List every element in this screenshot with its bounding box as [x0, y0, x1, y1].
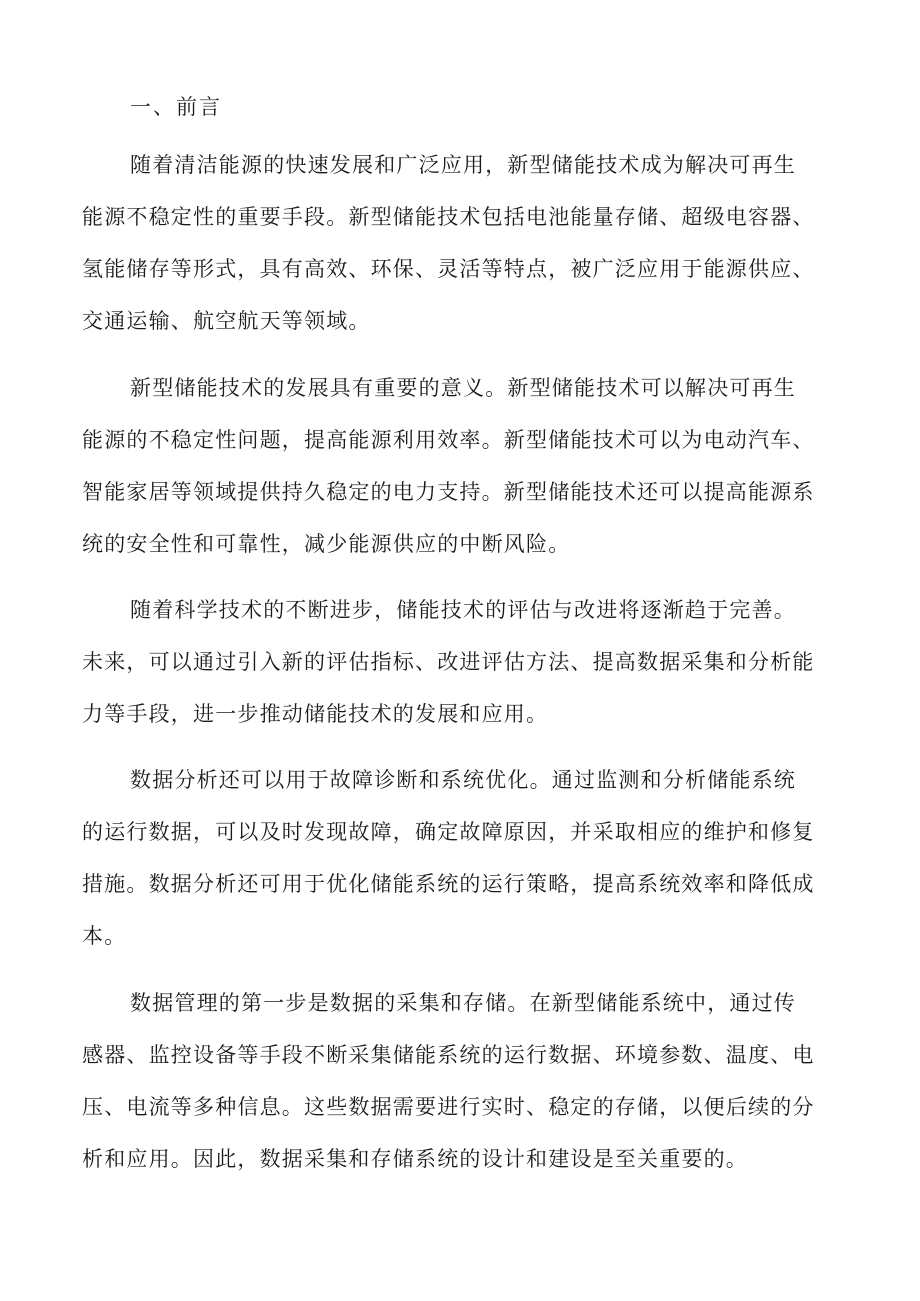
paragraph-line: 新型储能技术的发展具有重要的意义。新型储能技术可以解决可再生 [130, 376, 796, 400]
paragraph-significance [82, 373, 842, 581]
paragraph-line: 力等手段，进一步推动储能技术的发展和应用。 [82, 702, 549, 726]
paragraph-line: 能源的不稳定性问题，提高能源利用效率。新型储能技术可以为电动汽车、 [82, 428, 815, 452]
paragraph-line: 感器、监控设备等手段不断采集储能系统的运行数据、环境参数、温度、电 [82, 1043, 815, 1067]
paragraph-line: 压、电流等多种信息。这些数据需要进行实时、稳定的存储，以便后续的分 [82, 1095, 815, 1119]
paragraph-line: 交通运输、航空航天等领域。 [82, 309, 371, 333]
paragraph-line: 能源不稳定性的重要手段。新型储能技术包括电池能量存储、超级电容器、 [82, 205, 815, 229]
paragraph-future [82, 595, 842, 751]
paragraph-intro [82, 150, 842, 358]
paragraph-line: 氢能储存等形式，具有高效、环保、灵活等特点，被广泛应用于能源供应、 [82, 257, 815, 281]
paragraph-data-management [82, 988, 842, 1196]
paragraph-line: 统的安全性和可靠性，减少能源供应的中断风险。 [82, 532, 571, 556]
paragraph-line: 数据管理的第一步是数据的采集和存储。在新型储能系统中，通过传 [130, 991, 796, 1015]
paragraph-line: 随着科学技术的不断进步，储能技术的评估与改进将逐渐趋于完善。 [130, 598, 796, 622]
paragraph-line: 智能家居等领域提供持久稳定的电力支持。新型储能技术还可以提高能源系 [82, 480, 815, 504]
paragraph-line: 措施。数据分析还可用于优化储能系统的运行策略，提高系统效率和降低成 [82, 872, 815, 896]
section-heading: 一、前言 [130, 95, 222, 119]
paragraph-line: 的运行数据，可以及时发现故障，确定故障原因，并采取相应的维护和修复 [82, 820, 815, 844]
paragraph-line: 数据分析还可以用于故障诊断和系统优化。通过监测和分析储能系统 [130, 768, 796, 792]
paragraph-line: 未来，可以通过引入新的评估指标、改进评估方法、提高数据采集和分析能 [82, 650, 815, 674]
paragraph-line: 析和应用。因此，数据采集和存储系统的设计和建设是至关重要的。 [82, 1147, 748, 1171]
paragraph-data-analysis [82, 765, 842, 973]
paragraph-line: 本。 [82, 924, 127, 948]
paragraph-line: 随着清洁能源的快速发展和广泛应用，新型储能技术成为解决可再生 [130, 153, 796, 177]
